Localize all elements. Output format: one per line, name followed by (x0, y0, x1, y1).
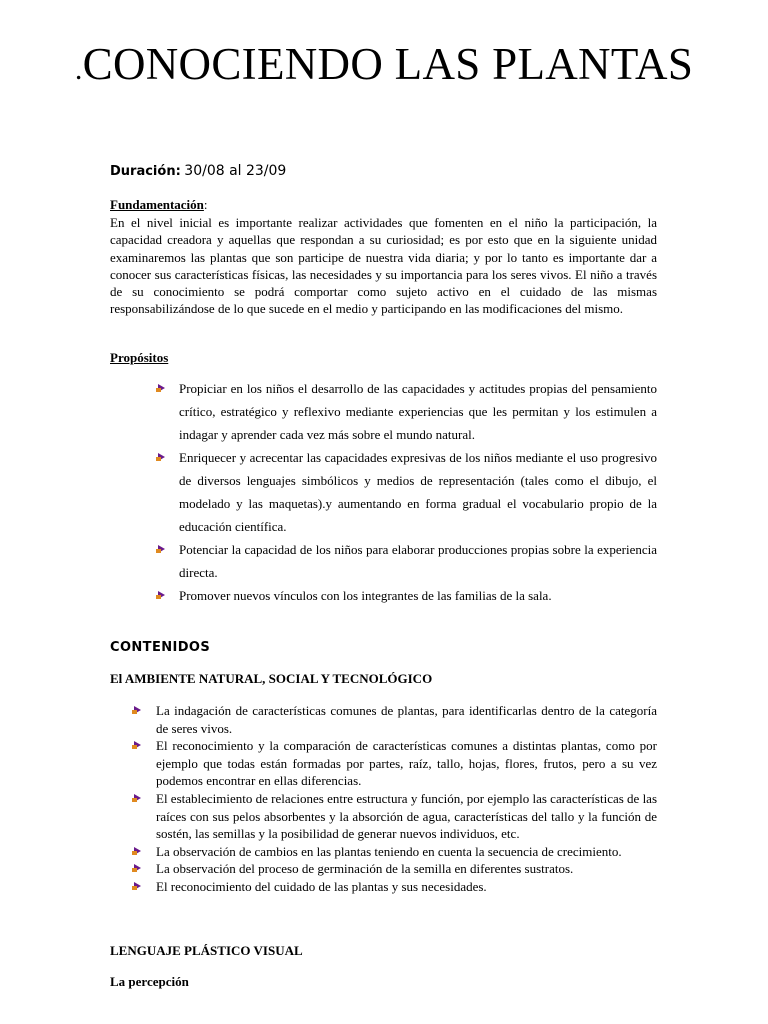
bullet-icon (134, 706, 141, 714)
bullet-icon (134, 847, 141, 855)
list-item-text: El reconocimiento del cuidado de las plantas y sus necesidades. (156, 878, 487, 894)
list-item (156, 702, 657, 737)
list-item (179, 446, 657, 538)
bullet-icon (134, 864, 141, 872)
title-dot: . (74, 53, 83, 86)
fundamentacion-heading (110, 197, 208, 213)
list-item (179, 377, 657, 446)
propositos-list (179, 377, 657, 607)
bullet-icon (158, 453, 165, 461)
duration-value: 30/08 al 23/09 (184, 163, 287, 179)
list-item-text: Propiciar en los niños el desarrollo de las capacidades y actitudes propias del pensamiento crítico, estratégico y reflexivo mediante experiencias que les permitan y los estimulen a indagar y aprender cada vez más sobre el mundo natural. (179, 381, 657, 442)
list-item-text: La observación de cambios en las plantas teniendo en cuenta la secuencia de crecimiento. (156, 843, 622, 859)
list-item-text: Promover nuevos vínculos con los integrantes de las familias de la sala. (179, 588, 552, 603)
duration-line (110, 163, 286, 180)
lenguaje-heading: LENGUAJE PLÁSTICO VISUAL (110, 943, 303, 958)
contenidos-heading: CONTENIDOS (110, 640, 211, 655)
bullet-icon (158, 384, 165, 392)
page-title (0, 36, 768, 98)
ambiente-heading: El AMBIENTE NATURAL, SOCIAL Y TECNOLÓGICO (110, 671, 433, 686)
bullet-icon (158, 545, 165, 553)
fundamentacion-heading-text: Fundamentación (110, 197, 204, 212)
percepcion-heading: La percepción (110, 974, 189, 989)
list-item (156, 737, 657, 790)
fundamentacion-body: En el nivel inicial es importante realizar actividades que fomenten en el niño la participación, la capacidad creadora y aquellas que respondan a su curiosidad; es por esto que en la siguiente unidad examinaremos las plantas que son participe de nuestra vida diaria; y por lo tanto es importante dar a conocer sus características físicas, las necesidades y su importancia para los seres vivos. El niño a través de su conocimiento se podrá comportar como sujeto activo en el cuidado de las mismas responsabilizándose de lo que sucede en el medio y participando en las modificaciones del mismo. (110, 215, 657, 317)
list-item-text: Potenciar la capacidad de los niños para elaborar producciones propias sobre la experiencia directa. (179, 542, 657, 580)
list-item (156, 860, 657, 878)
list-item-text: Enriquecer y acrecentar las capacidades expresivas de los niños mediante el uso progresivo de diversos lenguajes simbólicos y medios de representación (tales como el dibujo, el modelado y las maquetas).y aumentando en forma gradual el vocabulario propio de la educación científica. (179, 450, 657, 534)
list-item (179, 538, 657, 584)
propositos-heading: Propósitos (110, 350, 169, 365)
title-text: CONOCIENDO LAS PLANTAS (82, 39, 694, 89)
duration-label: Duración: (110, 164, 181, 179)
fundamentacion-colon: : (203, 197, 208, 212)
list-item (156, 878, 657, 896)
list-item-text: La observación del proceso de germinación de la semilla en diferentes sustratos. (156, 861, 574, 877)
list-item-text: El reconocimiento y la comparación de características comunes a distintas plantas, como por ejemplo que todas están formadas por partes, raíz, tallo, hojas, flores, frutos, pero a su vez podemos encontrar en ellas diferencias. (156, 738, 657, 789)
bullet-icon (134, 882, 141, 890)
bullet-icon (158, 591, 165, 599)
bullet-icon (134, 794, 141, 802)
contenidos-list (156, 702, 657, 896)
list-item (156, 843, 657, 861)
list-item (156, 790, 657, 843)
list-item (179, 584, 657, 607)
list-item-text: El establecimiento de relaciones entre estructura y función, por ejemplo las características de las raíces con sus pelos absorbentes y la absorción de agua, características del tallo y la función de sostén, las semillas y la posibilidad de generar nuevos individuos, etc. (156, 790, 658, 842)
bullet-icon (134, 741, 141, 749)
list-item-text: La indagación de características comunes de plantas, para identificarlas dentro de la categoría de seres vivos. (156, 703, 657, 736)
